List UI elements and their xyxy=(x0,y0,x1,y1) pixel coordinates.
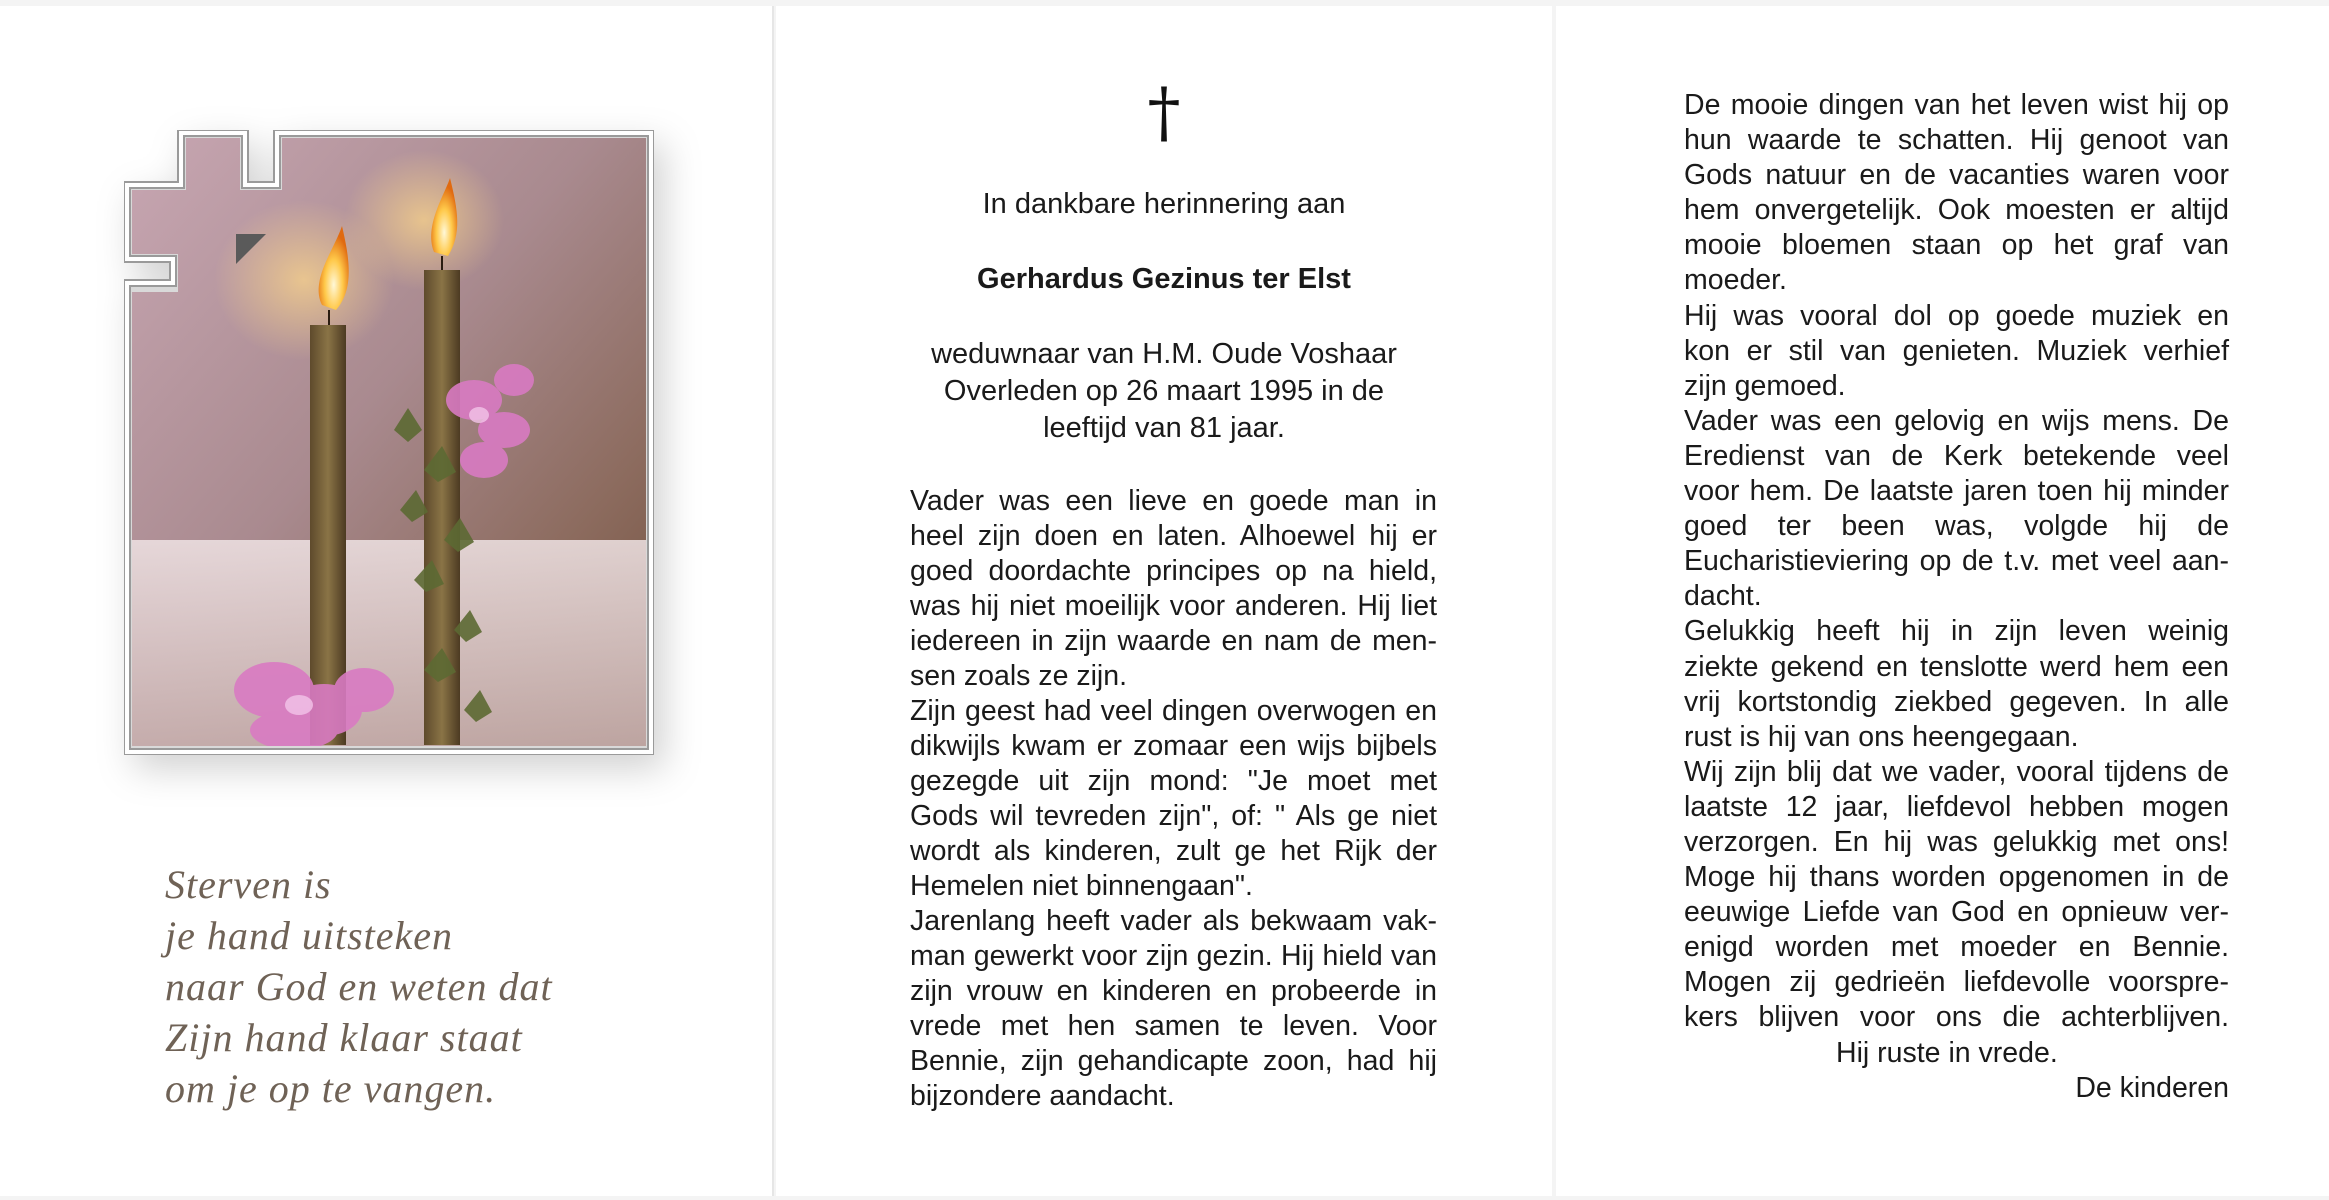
poem-line: Sterven is xyxy=(165,862,332,907)
poem-line: je hand uitsteken xyxy=(165,913,454,958)
text-line: mooie bloemen staan op het graf van xyxy=(1684,229,2229,262)
poem xyxy=(165,859,725,1114)
text-line: Hij was vooral dol op goede muziek en xyxy=(1684,299,2229,332)
text-line: bijzondere aandacht. xyxy=(910,1080,1175,1112)
text-line: Mogen zij gedrieën liefdevolle voorspre- xyxy=(1684,966,2229,999)
text-line: wordt als kinderen, zult ge het Rijk der xyxy=(910,835,1437,867)
card-front-panel xyxy=(0,6,774,1196)
text-line: Gods natuur en de vacanties waren voor xyxy=(1684,159,2229,192)
text-line: hun waarde te schatten. Hij genoot van xyxy=(1684,124,2229,157)
deceased-name: Gerhardus Gezinus ter Elst xyxy=(977,263,1351,295)
memorial-text-right xyxy=(1684,88,2229,1106)
text-line: enigd worden met moeder en Bennie. xyxy=(1684,931,2229,964)
text-line: Gelukkig heeft hij in zijn leven weinig xyxy=(1684,615,2229,648)
deceased-details xyxy=(776,336,1552,447)
text-line: zijn gemoed. xyxy=(1684,369,1846,402)
text-line: sen zoals ze zijn. xyxy=(910,660,1128,692)
text-line: Eredienst van de Kerk betekende veel xyxy=(1684,439,2229,472)
text-line: was hij niet moeilijk voor anderen. Hij liet xyxy=(910,590,1437,622)
text-line: goed doordachte principes op na hield, xyxy=(910,555,1437,587)
text-line: heel zijn doen en laten. Alhoewel hij er xyxy=(910,520,1437,552)
card-inner-left-panel xyxy=(776,6,1552,1196)
text-line: Vader was een gelovig en wijs mens. De xyxy=(1684,404,2229,437)
poem-line: om je op te vangen. xyxy=(165,1066,497,1111)
text-line: Wij zijn blij dat we vader, vooral tijdens de xyxy=(1684,755,2229,788)
text-line: verzorgen. En hij was gelukkig met ons! xyxy=(1684,825,2229,858)
text-line: De mooie dingen van het leven wist hij op xyxy=(1684,89,2229,121)
text-line: Jarenlang heeft vader als bekwaam vak- xyxy=(910,905,1437,937)
detail-line: weduwnaar van H.M. Oude Voshaar xyxy=(931,338,1397,370)
text-line: voor hem. De laatste jaren toen hij minder xyxy=(1684,475,2229,508)
text-line: man gewerkt voor zijn gezin. Hij hield van xyxy=(910,940,1437,972)
poem-line: Zijn hand klaar staat xyxy=(165,1015,523,1060)
text-line: zijn vrouw en kinderen en probeerde in xyxy=(910,975,1437,1007)
text-line: Moge hij thans worden opgenomen in de xyxy=(1684,861,2229,894)
text-line: goed ter been was, volgde hij de xyxy=(1684,510,2229,543)
text-line: dacht. xyxy=(1684,580,1762,613)
text-line: Zijn geest had veel dingen overwogen en xyxy=(910,695,1437,727)
text-line: iedereen in zijn waarde en nam de men- xyxy=(910,625,1437,657)
poem-line: naar God en weten dat xyxy=(165,964,553,1009)
text-line: Gods wil tevreden zijn", of: " Als ge niet xyxy=(910,800,1437,832)
text-line: ziekte gekend en tenslotte werd hem een xyxy=(1684,650,2229,683)
text-line: laatste 12 jaar, liefdevol hebben mogen xyxy=(1684,790,2229,823)
signature: De kinderen xyxy=(2075,1071,2229,1104)
text-line: gezegde uit zijn mond: "Je moet met xyxy=(910,765,1437,797)
text-line: kon er stil van genieten. Muziek verhief xyxy=(1684,334,2229,367)
text-line: kers blijven voor ons die achterblijven. xyxy=(1684,1001,2229,1034)
closing-line: Hij ruste in vrede. xyxy=(1836,1036,2058,1069)
candles-photo xyxy=(124,130,654,755)
text-line: eeuwige Liefde van God en opnieuw ver- xyxy=(1684,896,2229,929)
memorial-text-middle xyxy=(910,484,1437,1114)
text-line: Bennie, zijn gehandicapte zoon, had hij xyxy=(910,1045,1437,1077)
detail-line: leeftijd van 81 jaar. xyxy=(1043,412,1285,444)
detail-line: Overleden op 26 maart 1995 in de xyxy=(943,375,1385,407)
text-line: Hemelen niet binnengaan". xyxy=(910,870,1253,902)
text-line: dikwijls kwam er zomaar een wijs bijbels xyxy=(910,730,1437,762)
cross-icon: † xyxy=(1147,74,1181,151)
text-line: rust is hij van ons heengegaan. xyxy=(1684,720,2079,753)
text-line: hem onvergetelijk. Ook moesten er altijd xyxy=(1684,194,2229,227)
text-line: vrij kortstondig ziekbed gegeven. In alle xyxy=(1684,685,2229,718)
text-line: Eucharistieviering op de t.v. met veel aan- xyxy=(1684,545,2229,578)
text-line: moeder. xyxy=(1684,264,1787,297)
card-inner-right-panel xyxy=(1556,6,2329,1196)
text-line: Vader was een lieve en goede man in xyxy=(910,485,1437,517)
intro-line: In dankbare herinnering aan xyxy=(982,188,1346,220)
text-line: vrede met hen samen te leven. Voor xyxy=(910,1010,1437,1042)
